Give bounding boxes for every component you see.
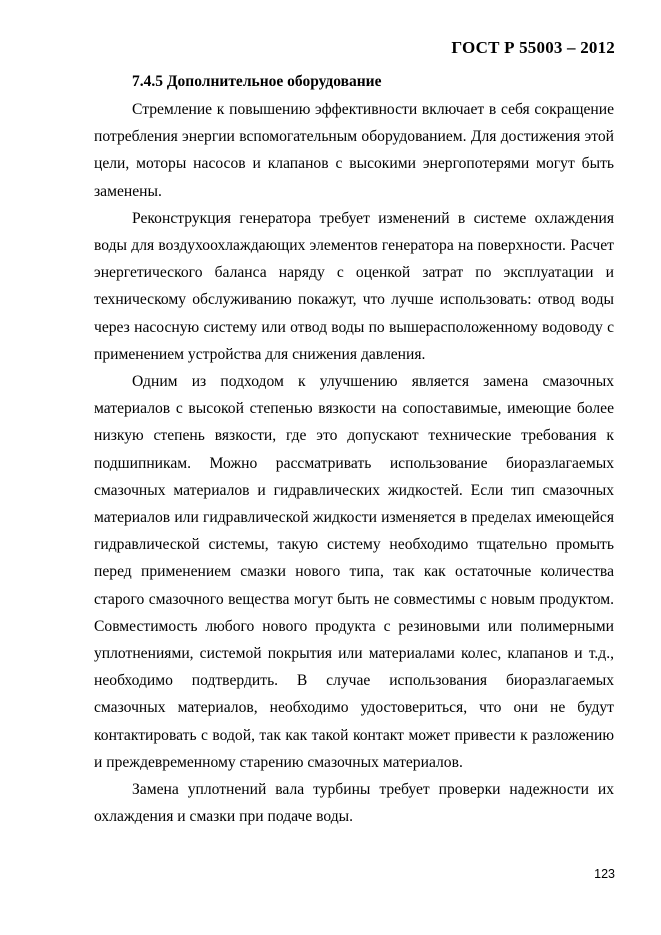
document-code-header: ГОСТ Р 55003 – 2012 bbox=[451, 38, 615, 57]
paragraph-generator-reconstruction: Реконструкция генератора требует изменений в системе охлаждения воды для воздухоохлаждающих элементов генератора на поверхности. Расчет энергетического баланса наряду с оценкой затрат по эксплуатации и техническому обслуживанию покажут, что лучше использовать: отвод воды через насосную систему или отвод воды по вышерасположенному водоводу с применением устройства для снижения давления. bbox=[94, 209, 614, 363]
section-body bbox=[94, 96, 614, 830]
page-number: 123 bbox=[594, 867, 615, 881]
paragraph-shaft-seals: Замена уплотнений вала турбины требует проверки надежности их охлаждения и смазки при подаче воды. bbox=[94, 781, 614, 826]
section-heading: 7.4.5 Дополнительное оборудование bbox=[132, 73, 382, 90]
paragraph-lubricants: Одним из подходом к улучшению является замена смазочных материалов с высокой степенью вязкости на сопоставимые, имеющие более низкую степень вязкости, где это допускают технические требования к подшипникам. Можно рассматривать использование биоразлагаемых смазочных материалов и гидравлических жидкостей. Если тип смазочных материалов или гидравлической жидкости изменяется в пределах имеющейся гидравлической системы, такую систему необходимо тщательно промыть перед применением смазки нового типа, так как остаточные количества старого смазочного вещества могут быть не совместимы с новым продуктом. Совместимость любого нового продукта с резиновыми или полимерными уплотнениями, системой покрытия или материалами колес, клапанов и т.д., необходимо подтвердить. В случае использования биоразлагаемых смазочных материалов, необходимо удостовериться, что они не будут контактировать с водой, так как такой контакт может привести к разложению и преждевременному старению смазочных материалов. bbox=[94, 373, 614, 771]
paragraph-auxiliary-equipment: Стремление к повышению эффективности включает в себя сокращение потребления энергии вспомогательным оборудованием. Для достижения этой цели, моторы насосов и клапанов с высокими энергопотерями могут быть заменены. bbox=[94, 101, 614, 200]
